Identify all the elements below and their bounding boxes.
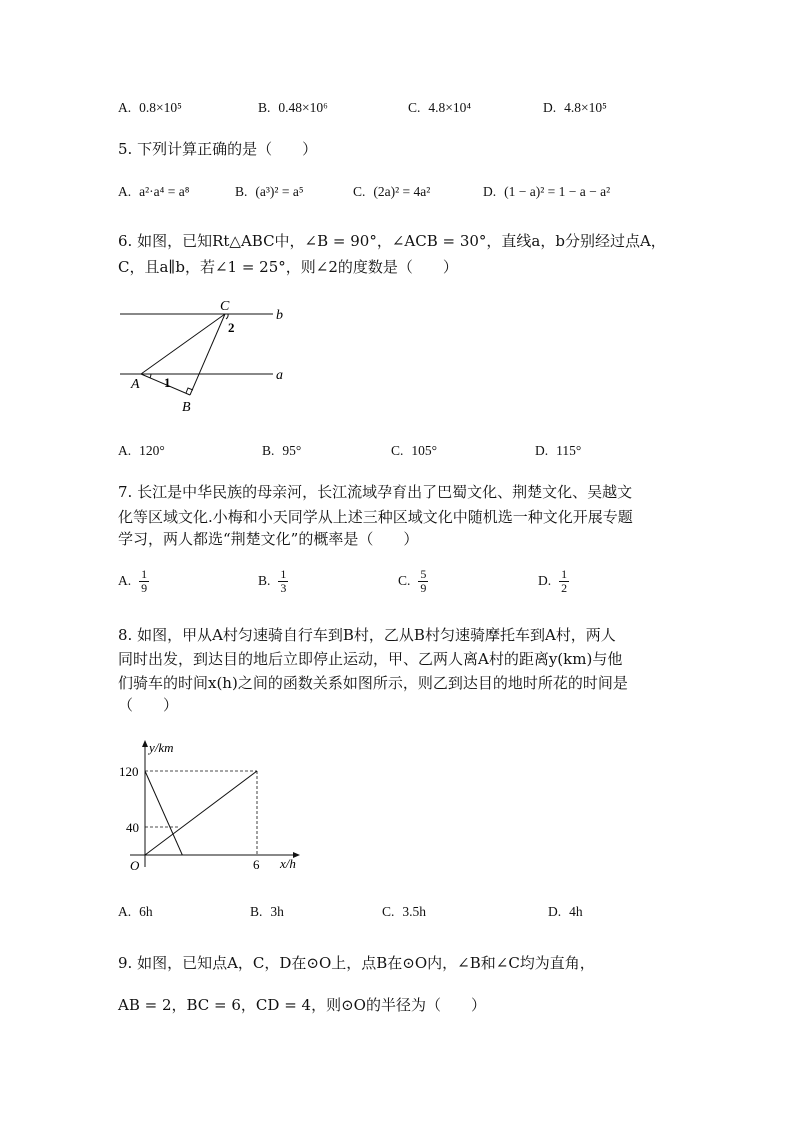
option-text: 4.8×10⁴ — [428, 100, 472, 115]
denominator: 9 — [420, 581, 427, 595]
q5-option-b — [235, 184, 304, 200]
option-label: D. — [535, 443, 549, 458]
option-text: 95° — [282, 443, 302, 458]
q8-option-a — [118, 904, 153, 920]
q5-option-a — [118, 184, 189, 200]
x-tick-6: 6 — [253, 857, 260, 872]
q7-option-c — [398, 568, 428, 595]
fraction — [559, 568, 569, 595]
option-label: A. — [118, 572, 132, 588]
origin-label: O — [130, 858, 140, 873]
option-text: 3.5h — [402, 904, 427, 919]
option-label: B. — [258, 100, 271, 115]
fraction — [278, 568, 288, 595]
series-yi-line — [145, 771, 182, 855]
q4-option-d — [543, 100, 607, 116]
q8-option-c — [382, 904, 426, 920]
q9-stem-line2: AB = 2，BC = 6，CD = 4，则⊙O的半径为（ ） — [118, 996, 486, 1014]
q8-stem-line3: 们骑车的时间x(h)之间的函数关系如图所示，则乙到达目的地时所花的时间是 — [118, 674, 628, 692]
q8-option-b — [250, 904, 284, 920]
fraction — [418, 568, 428, 595]
q8-stem-line4: （ ） — [118, 696, 179, 714]
option-text: a²·a⁴ = a⁸ — [139, 184, 190, 199]
q4-option-b — [258, 100, 328, 116]
q7-option-a — [118, 568, 149, 595]
option-label: A. — [118, 100, 132, 115]
option-text: (1 − a)² = 1 − a − a² — [504, 184, 611, 199]
label-c: C — [220, 299, 230, 314]
numerator: 1 — [561, 567, 568, 581]
q6-option-b — [262, 443, 301, 459]
option-text: 115° — [556, 443, 582, 458]
label-a-point: A — [131, 377, 140, 392]
q7-stem-line2: 化等区域文化.小梅和小天同学从上述三种区域文化中随机选一种文化开展专题 — [118, 508, 633, 526]
label-b-point: B — [182, 400, 191, 415]
option-text: 3h — [270, 904, 284, 919]
q7-option-b — [258, 568, 288, 595]
y-axis-arrow — [142, 740, 148, 747]
y-tick-40: 40 — [126, 820, 139, 835]
option-label: A. — [118, 443, 132, 458]
q6-option-d — [535, 443, 581, 459]
option-label: C. — [382, 904, 395, 919]
denominator: 2 — [561, 581, 568, 595]
q5-option-d — [483, 184, 610, 200]
option-label: D. — [543, 100, 557, 115]
q7-stem-line3: 学习，两人都选“荆楚文化”的概率是（ ） — [118, 530, 419, 548]
option-label: D. — [548, 904, 562, 919]
option-text: 4h — [569, 904, 583, 919]
q6-stem-line2: C，且a∥b，若∠1 = 25°，则∠2的度数是（ ） — [118, 258, 458, 276]
numerator: 1 — [280, 567, 287, 581]
q7-stem-line1: 7. 长江是中华民族的母亲河，长江流域孕育出了巴蜀文化、荆楚文化、吴越文 — [118, 483, 633, 501]
q8-stem-line2: 同时出发，到达目的地后立即停止运动，甲、乙两人离A村的距离y(km)与他 — [118, 650, 623, 668]
option-label: C. — [391, 443, 404, 458]
option-label: B. — [250, 904, 263, 919]
option-text: (a³)² = a⁵ — [255, 184, 304, 199]
numerator: 5 — [420, 567, 427, 581]
q5-stem: 5. 下列计算正确的是（ ） — [118, 140, 318, 158]
option-text: 105° — [411, 443, 438, 458]
q8-stem-line1: 8. 如图，甲从A村匀速骑自行车到B村，乙从B村匀速骑摩托车到A村，两人 — [118, 626, 616, 644]
label-1: 1 — [164, 375, 171, 390]
denominator: 3 — [280, 581, 287, 595]
option-text: 0.8×10⁵ — [139, 100, 182, 115]
y-tick-120: 120 — [119, 764, 139, 779]
option-label: D. — [538, 572, 552, 588]
q8-option-d — [548, 904, 583, 920]
denominator: 9 — [141, 581, 148, 595]
q6-stem-line1: 6. 如图，已知Rt△ABC中，∠B = 90°，∠ACB = 30°，直线a，b分别经过点A， — [118, 232, 666, 250]
option-label: B. — [235, 184, 248, 199]
label-a: a — [276, 368, 283, 383]
fraction — [139, 568, 149, 595]
numerator: 1 — [141, 567, 148, 581]
q5-option-c — [353, 184, 430, 200]
q6-figure — [110, 295, 310, 420]
option-label: C. — [353, 184, 366, 199]
q8-graph — [110, 735, 310, 875]
series-jia-line — [145, 771, 257, 855]
option-text: 0.48×10⁶ — [278, 100, 328, 115]
option-text: 120° — [139, 443, 165, 458]
option-label: B. — [262, 443, 275, 458]
q6-option-a — [118, 443, 165, 459]
option-label: C. — [398, 572, 411, 588]
option-label: D. — [483, 184, 497, 199]
x-axis-label: x/h — [280, 856, 296, 871]
angle-1-arc — [150, 374, 151, 378]
option-label: B. — [258, 572, 271, 588]
y-axis-label: y/km — [149, 740, 174, 755]
q9-stem-line1: 9. 如图，已知点A，C，D在⊙O上，点B在⊙O内，∠B和∠C均为直角， — [118, 954, 595, 972]
q4-option-c — [408, 100, 471, 116]
option-text: 4.8×10⁵ — [564, 100, 607, 115]
option-label: C. — [408, 100, 421, 115]
q7-option-d — [538, 568, 569, 595]
option-label: A. — [118, 904, 132, 919]
q6-option-c — [391, 443, 437, 459]
option-text: (2a)² = 4a² — [373, 184, 431, 199]
label-b: b — [276, 308, 283, 323]
q4-option-a — [118, 100, 182, 116]
option-label: A. — [118, 184, 132, 199]
label-2: 2 — [228, 320, 235, 335]
option-text: 6h — [139, 904, 153, 919]
angle-2-arc — [226, 314, 228, 319]
